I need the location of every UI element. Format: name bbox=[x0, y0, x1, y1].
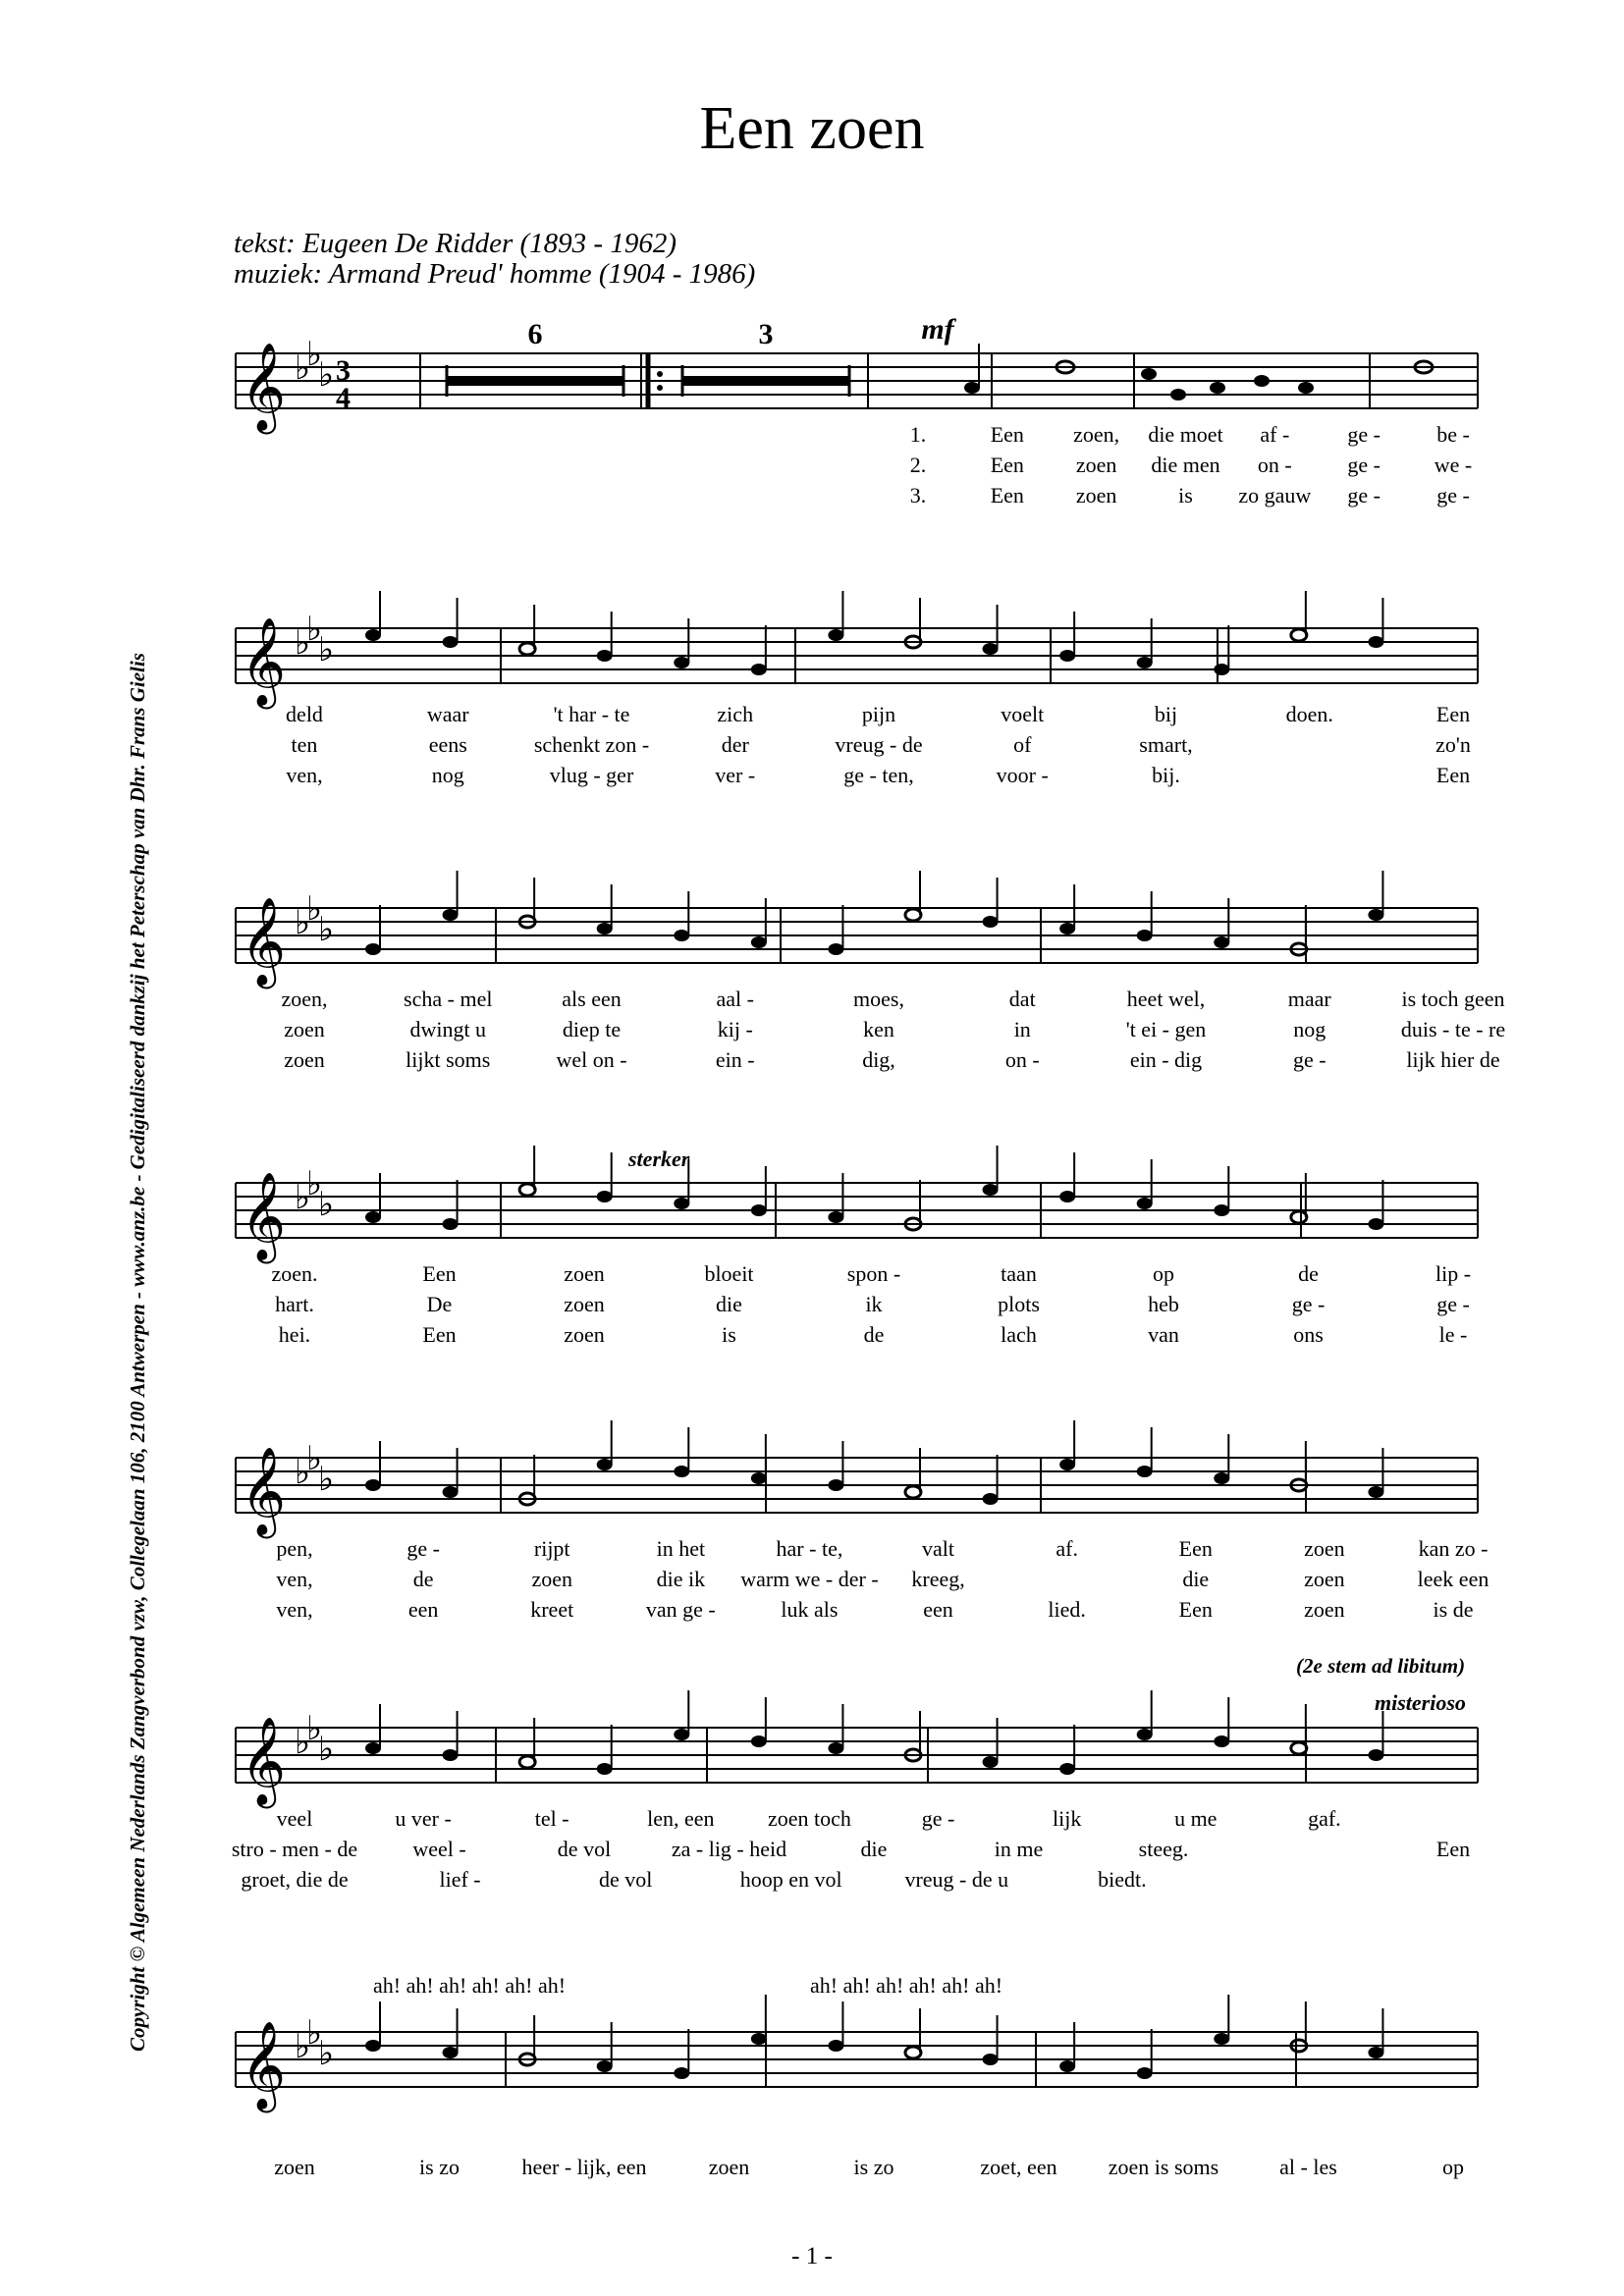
lyric-syllable: zoen bbox=[531, 1567, 572, 1591]
lyric-syllable: tel - bbox=[534, 1806, 569, 1831]
lyric-syllable: Een bbox=[1435, 702, 1471, 726]
flat-icon: ♭ bbox=[295, 1455, 311, 1491]
dynamic-marking: mf bbox=[921, 313, 954, 346]
notehead bbox=[1059, 1191, 1075, 1202]
lyric-syllable: De bbox=[426, 1292, 453, 1316]
notehead bbox=[1059, 650, 1075, 662]
lyric-syllable: als een bbox=[562, 987, 622, 1011]
music-system-7 bbox=[0, 1993, 1624, 2228]
notehead bbox=[443, 1749, 459, 1761]
lyric-syllable: der bbox=[721, 732, 749, 757]
lyric-syllable: stro - men - de bbox=[231, 1837, 358, 1861]
lyric-syllable: al - les bbox=[1279, 2155, 1337, 2179]
lyric-syllable: 3. bbox=[909, 483, 927, 507]
lyric-syllable: kreet bbox=[530, 1597, 574, 1622]
multirest-bar bbox=[447, 376, 623, 386]
lyricist-credit: tekst: Eugeen De Ridder (1893 - 1962) bbox=[234, 228, 677, 259]
lyric-syllable: die moet bbox=[1148, 422, 1223, 447]
lyric-syllable: pijn bbox=[861, 702, 896, 726]
lyric-syllable: Een bbox=[1435, 763, 1471, 787]
flat-icon: ♭ bbox=[295, 2029, 311, 2065]
lyric-syllable: zich bbox=[717, 702, 754, 726]
lyric-syllable: pen, bbox=[276, 1536, 313, 1561]
lyric-syllable: af - bbox=[1260, 422, 1290, 447]
lyric-syllable: nog bbox=[431, 763, 464, 787]
lyric-syllable: de bbox=[412, 1567, 434, 1591]
lyric-syllable: smart, bbox=[1139, 732, 1193, 757]
copyright-sidebar: Copyright © Algemeen Nederlands Zangverbond vzw, Collegelaan 106, 2100 Antwerpen - www.anz.be - Gedigitaliseerd dankzij het Peterschap van Dhr. Frans Gielis bbox=[126, 653, 149, 2052]
treble-clef-icon: 𝄞 bbox=[241, 1718, 287, 1803]
lyric-syllable: zoen is soms bbox=[1108, 2155, 1219, 2179]
notehead bbox=[1214, 1735, 1229, 1747]
lyric-syllable: zoen bbox=[564, 1261, 605, 1286]
lyric-syllable: van ge - bbox=[645, 1597, 716, 1622]
lyric-syllable: zoet, een bbox=[980, 2155, 1057, 2179]
notehead bbox=[983, 643, 999, 655]
lyric-syllable: ein - bbox=[715, 1047, 755, 1072]
notehead bbox=[983, 1493, 999, 1505]
lyric-syllable: u me bbox=[1174, 1806, 1218, 1831]
staff-5 bbox=[0, 1418, 1624, 1536]
lyric-syllable: Een bbox=[990, 483, 1024, 507]
lyric-syllable: ven, bbox=[286, 763, 323, 787]
staff-1 bbox=[0, 314, 1624, 432]
notehead bbox=[674, 2067, 689, 2079]
notehead bbox=[1059, 1459, 1075, 1470]
treble-clef-icon: 𝄞 bbox=[241, 2022, 287, 2108]
lyric-syllable: leek een bbox=[1417, 1567, 1489, 1591]
lyric-syllable: de vol bbox=[557, 1837, 612, 1861]
lyric-syllable: taan bbox=[1001, 1261, 1037, 1286]
lyric-syllable: op bbox=[1153, 1261, 1174, 1286]
notehead bbox=[443, 2047, 459, 2058]
lyric-syllable: lach bbox=[1001, 1322, 1037, 1347]
lyric-syllable: zoen bbox=[284, 1047, 325, 1072]
music-system-2 bbox=[0, 589, 1624, 825]
lyric-syllable: duis - te - re bbox=[1400, 1017, 1506, 1041]
notehead bbox=[674, 930, 689, 941]
notehead bbox=[443, 1486, 459, 1498]
notehead bbox=[519, 1756, 535, 1768]
lyric-syllable: in het bbox=[656, 1536, 706, 1561]
lyric-syllable: dwingt u bbox=[409, 1017, 487, 1041]
lyric-syllable: zoen bbox=[1075, 453, 1117, 477]
lyric-syllable: rijpt bbox=[533, 1536, 570, 1561]
lyric-syllable: weel - bbox=[412, 1837, 466, 1861]
lyric-syllable: ons bbox=[1293, 1322, 1324, 1347]
lyric-syllable: lijk bbox=[1052, 1806, 1082, 1831]
notehead bbox=[983, 1184, 999, 1196]
lyric-syllable: ge - bbox=[1347, 422, 1380, 447]
notehead bbox=[828, 1211, 843, 1223]
flat-icon: ♭ bbox=[318, 1732, 335, 1768]
lyric-syllable: de bbox=[1298, 1261, 1319, 1286]
treble-clef-icon: 𝄞 bbox=[241, 1173, 287, 1258]
lyric-syllable: vreug - de bbox=[835, 732, 923, 757]
lyric-syllable: bij. bbox=[1152, 763, 1180, 787]
vocal-ah-2: ah! ah! ah! ah! ah! ah! bbox=[810, 1973, 1003, 1998]
notehead bbox=[983, 2054, 999, 2065]
lyric-syllable: we - bbox=[1434, 453, 1473, 477]
lyric-syllable: lip - bbox=[1435, 1261, 1472, 1286]
flat-icon: ♭ bbox=[318, 912, 335, 948]
lyric-syllable: voelt bbox=[1001, 702, 1045, 726]
tempo-marking-misterioso: misterioso bbox=[1375, 1690, 1466, 1715]
lyric-syllable: kan zo - bbox=[1418, 1536, 1489, 1561]
composer-credit: muziek: Armand Preud' homme (1904 - 1986) bbox=[234, 258, 756, 290]
lyric-syllable: ge - bbox=[1292, 1047, 1326, 1072]
lyric-syllable: lijk hier de bbox=[1406, 1047, 1500, 1072]
flat-icon: ♭ bbox=[295, 625, 311, 662]
lyric-syllable: Een bbox=[990, 422, 1024, 447]
lyric-syllable: plots bbox=[998, 1292, 1040, 1316]
notehead bbox=[365, 629, 381, 641]
notehead bbox=[597, 1191, 613, 1202]
lyric-syllable: ten bbox=[291, 732, 318, 757]
lyric-syllable: de vol bbox=[598, 1867, 653, 1892]
second-voice-note: (2e stem ad libitum) bbox=[1296, 1654, 1466, 1678]
lyric-syllable: ge - bbox=[921, 1806, 955, 1831]
lyric-syllable: scha - mel bbox=[404, 987, 493, 1011]
lyric-syllable: steeg. bbox=[1138, 1837, 1189, 1861]
lyric-syllable: Een bbox=[1178, 1536, 1213, 1561]
lyric-syllable: kij - bbox=[717, 1017, 753, 1041]
lyric-syllable: zoen bbox=[564, 1322, 605, 1347]
flat-icon: ♭ bbox=[318, 2036, 335, 2072]
lyric-syllable: aal - bbox=[716, 987, 754, 1011]
lyric-syllable: lief - bbox=[439, 1867, 481, 1892]
lyric-syllable: ge - bbox=[1436, 1292, 1470, 1316]
notehead bbox=[674, 657, 689, 668]
lyric-syllable: on - bbox=[1004, 1047, 1040, 1072]
notehead bbox=[365, 1211, 381, 1223]
notehead bbox=[751, 936, 767, 948]
lyric-syllable: bij bbox=[1154, 702, 1178, 726]
lyric-syllable: zoen bbox=[708, 2155, 750, 2179]
lyric-syllable: is bbox=[722, 1322, 736, 1347]
notehead bbox=[1059, 923, 1075, 934]
lyric-syllable: ge - bbox=[1291, 1292, 1326, 1316]
notehead bbox=[1368, 909, 1383, 921]
lyric-syllable: vlug - ger bbox=[549, 763, 634, 787]
lyric-syllable: die bbox=[860, 1837, 888, 1861]
lyric-syllable: hei. bbox=[278, 1322, 311, 1347]
lyric-syllable: zo'n bbox=[1435, 732, 1471, 757]
lyric-syllable: 1. bbox=[909, 422, 927, 447]
lyric-syllable: wel on - bbox=[556, 1047, 627, 1072]
lyric-syllable: of bbox=[1013, 732, 1032, 757]
lyric-syllable: is zo bbox=[419, 2155, 460, 2179]
lyric-syllable: heet wel, bbox=[1126, 987, 1206, 1011]
notehead bbox=[519, 643, 535, 655]
notehead bbox=[365, 1479, 381, 1491]
lyric-syllable: on - bbox=[1257, 453, 1292, 477]
lyric-syllable: zoen bbox=[1075, 483, 1117, 507]
lyric-syllable: le - bbox=[1438, 1322, 1468, 1347]
flat-icon: ♭ bbox=[318, 1187, 335, 1223]
staff-2 bbox=[0, 589, 1624, 707]
time-signature-bottom: 4 bbox=[336, 382, 351, 414]
lyric-syllable: zoen bbox=[284, 1017, 325, 1041]
lyric-syllable: zoen bbox=[274, 2155, 315, 2179]
lyric-syllable: Een bbox=[1435, 1837, 1471, 1861]
staff-7 bbox=[0, 1993, 1624, 2110]
treble-clef-icon: 𝄞 bbox=[241, 1448, 287, 1533]
lyric-syllable: har - te, bbox=[776, 1536, 843, 1561]
lyric-syllable: heb bbox=[1148, 1292, 1179, 1316]
flat-icon: ♭ bbox=[295, 350, 311, 387]
treble-clef-icon: 𝄞 bbox=[241, 618, 287, 704]
lyric-syllable: eens bbox=[428, 732, 467, 757]
lyric-syllable: doen. bbox=[1285, 702, 1333, 726]
notehead bbox=[828, 1479, 843, 1491]
lyric-syllable: een bbox=[407, 1597, 439, 1622]
multirest-count: 6 bbox=[527, 318, 543, 350]
lyric-syllable: Een bbox=[422, 1322, 457, 1347]
lyric-syllable: ge - bbox=[1347, 483, 1380, 507]
lyric-syllable: die men bbox=[1151, 453, 1220, 477]
notehead bbox=[674, 1729, 689, 1740]
lyric-syllable: waar bbox=[426, 702, 469, 726]
staff-4 bbox=[0, 1144, 1624, 1261]
lyric-syllable: zoen bbox=[564, 1292, 605, 1316]
lyric-syllable: is de bbox=[1433, 1597, 1474, 1622]
flat-icon: ♭ bbox=[306, 2015, 323, 2052]
lyric-syllable: een bbox=[923, 1597, 953, 1622]
notehead bbox=[828, 1742, 843, 1754]
treble-clef-icon: 𝄞 bbox=[241, 344, 287, 429]
lyric-syllable: op bbox=[1442, 2155, 1464, 2179]
flat-icon: ♭ bbox=[306, 891, 323, 928]
flat-icon: ♭ bbox=[295, 905, 311, 941]
lyric-syllable: ven, bbox=[276, 1567, 313, 1591]
notehead bbox=[1214, 664, 1229, 675]
lyric-syllable: groet, die de bbox=[241, 1867, 349, 1892]
flat-icon: ♭ bbox=[295, 1180, 311, 1216]
notehead bbox=[1214, 1472, 1229, 1484]
notehead bbox=[443, 909, 459, 921]
notehead bbox=[1291, 1211, 1307, 1223]
lyric-syllable: Een bbox=[990, 453, 1024, 477]
lyric-syllable: len, een bbox=[647, 1806, 715, 1831]
notehead bbox=[597, 923, 613, 934]
lyric-syllable: zoen bbox=[1304, 1597, 1345, 1622]
notehead bbox=[751, 1735, 767, 1747]
lyric-syllable: zoen, bbox=[281, 987, 328, 1011]
lyric-syllable: ge - bbox=[1436, 483, 1470, 507]
lyric-syllable: die bbox=[716, 1292, 742, 1316]
notehead bbox=[1368, 636, 1383, 648]
multirest-bar bbox=[682, 376, 849, 386]
lyric-syllable: ge - bbox=[406, 1536, 440, 1561]
flat-icon: ♭ bbox=[306, 612, 323, 648]
notehead bbox=[751, 1472, 767, 1484]
notehead bbox=[1137, 930, 1153, 941]
notehead bbox=[519, 1184, 535, 1196]
lyric-syllable: ver - bbox=[715, 763, 756, 787]
vocal-ah-1: ah! ah! ah! ah! ah! ah! bbox=[373, 1973, 567, 1998]
lyric-syllable: ven, bbox=[276, 1597, 313, 1622]
multirest-count: 3 bbox=[758, 318, 774, 350]
notehead bbox=[1137, 1466, 1153, 1477]
notehead bbox=[983, 916, 999, 928]
notehead bbox=[1368, 1486, 1383, 1498]
lyric-syllable: deld bbox=[286, 702, 323, 726]
notehead bbox=[1214, 936, 1229, 948]
notehead bbox=[674, 1198, 689, 1209]
notehead bbox=[1368, 2047, 1383, 2058]
lyric-syllable: nog bbox=[1293, 1017, 1326, 1041]
notehead bbox=[597, 2060, 613, 2072]
staff-3 bbox=[0, 869, 1624, 987]
flat-icon: ♭ bbox=[306, 1711, 323, 1747]
lyric-syllable: diep te bbox=[562, 1017, 622, 1041]
flat-icon: ♭ bbox=[318, 357, 335, 394]
page-number: - 1 - bbox=[791, 2243, 833, 2269]
notehead bbox=[674, 1466, 689, 1477]
lyric-syllable: zo gauw bbox=[1238, 483, 1312, 507]
notehead bbox=[365, 1742, 381, 1754]
flat-icon: ♭ bbox=[306, 337, 323, 373]
lyric-syllable: zoen bbox=[1304, 1567, 1345, 1591]
notehead bbox=[1137, 1729, 1153, 1740]
lyric-syllable: van bbox=[1148, 1322, 1179, 1347]
lyric-syllable: heer - lijk, een bbox=[521, 2155, 647, 2179]
notehead bbox=[1214, 2033, 1229, 2045]
tempo-marking-sterker: sterker bbox=[628, 1147, 690, 1171]
notehead bbox=[1137, 2067, 1153, 2079]
notehead bbox=[1059, 2060, 1075, 2072]
lyric-syllable: zoen toch bbox=[767, 1806, 851, 1831]
notehead bbox=[751, 2033, 767, 2045]
notehead bbox=[597, 1459, 613, 1470]
notehead bbox=[1214, 1204, 1229, 1216]
notehead bbox=[365, 943, 381, 955]
notehead bbox=[905, 2047, 921, 2058]
music-system-3 bbox=[0, 869, 1624, 1104]
lyric-syllable: 't ei - gen bbox=[1125, 1017, 1207, 1041]
lyric-syllable: lied. bbox=[1048, 1597, 1086, 1622]
notehead bbox=[828, 2040, 843, 2052]
lyric-syllable: Een bbox=[1178, 1597, 1213, 1622]
lyric-syllable: za - lig - heid bbox=[671, 1837, 787, 1861]
lyric-syllable: 't har - te bbox=[553, 702, 630, 726]
notehead bbox=[751, 1204, 767, 1216]
lyric-syllable: is toch geen bbox=[1401, 987, 1505, 1011]
notehead bbox=[905, 1486, 921, 1498]
notehead bbox=[597, 1763, 613, 1775]
lyric-syllable: maar bbox=[1287, 987, 1331, 1011]
notehead bbox=[1291, 1742, 1307, 1754]
lyric-syllable: schenkt zon - bbox=[533, 732, 650, 757]
lyric-syllable: af. bbox=[1056, 1536, 1078, 1561]
lyric-syllable: vreug - de u bbox=[904, 1867, 1009, 1892]
flat-icon: ♭ bbox=[306, 1166, 323, 1202]
notehead bbox=[365, 2040, 381, 2052]
lyric-syllable: in bbox=[1013, 1017, 1031, 1041]
notehead bbox=[443, 1218, 459, 1230]
lyric-syllable: gaf. bbox=[1308, 1806, 1341, 1831]
notehead bbox=[828, 943, 843, 955]
lyric-syllable: is bbox=[1178, 483, 1193, 507]
lyric-syllable: kreeg, bbox=[911, 1567, 965, 1591]
notehead bbox=[1059, 1763, 1075, 1775]
lyric-syllable: zoen bbox=[1304, 1536, 1345, 1561]
lyric-syllable: be - bbox=[1436, 422, 1470, 447]
lyric-syllable: hoop en vol bbox=[739, 1867, 842, 1892]
lyric-syllable: ein - dig bbox=[1129, 1047, 1203, 1072]
notehead bbox=[828, 629, 843, 641]
lyric-syllable: warm we - der - bbox=[740, 1567, 879, 1591]
notehead bbox=[1137, 1198, 1153, 1209]
notehead bbox=[905, 909, 921, 921]
lyric-syllable: dat bbox=[1008, 987, 1036, 1011]
lyric-syllable: u ver - bbox=[395, 1806, 452, 1831]
notehead bbox=[1291, 629, 1307, 641]
notehead bbox=[983, 1756, 999, 1768]
lyric-syllable: 2. bbox=[909, 453, 927, 477]
lyric-syllable: veel bbox=[276, 1806, 313, 1831]
time-signature-top: 3 bbox=[336, 354, 351, 387]
page-title: Een zoen bbox=[699, 95, 925, 162]
lyric-syllable: ken bbox=[863, 1017, 894, 1041]
lyric-syllable: moes, bbox=[853, 987, 904, 1011]
music-system-4 bbox=[0, 1144, 1624, 1379]
lyric-syllable: in me bbox=[994, 1837, 1044, 1861]
lyric-syllable: die ik bbox=[656, 1567, 706, 1591]
flat-icon: ♭ bbox=[306, 1441, 323, 1477]
lyric-syllable: spon - bbox=[846, 1261, 901, 1286]
notehead bbox=[1368, 1749, 1383, 1761]
flat-icon: ♭ bbox=[318, 1462, 335, 1498]
lyric-syllable: zoen, bbox=[1073, 422, 1120, 447]
notehead bbox=[751, 664, 767, 675]
notehead bbox=[1137, 657, 1153, 668]
notehead bbox=[597, 650, 613, 662]
lyric-syllable: ge - bbox=[1347, 453, 1380, 477]
lyric-syllable: die bbox=[1182, 1567, 1210, 1591]
lyric-syllable: lijkt soms bbox=[406, 1047, 491, 1072]
flat-icon: ♭ bbox=[318, 632, 335, 668]
lyric-syllable: zoen. bbox=[271, 1261, 318, 1286]
lyric-syllable: luk als bbox=[781, 1597, 839, 1622]
lyric-syllable: valt bbox=[922, 1536, 955, 1561]
lyric-syllable: is zo bbox=[853, 2155, 894, 2179]
lyric-syllable: dig, bbox=[862, 1047, 895, 1072]
lyric-syllable: voor - bbox=[996, 763, 1049, 787]
lyric-syllable: ge - ten, bbox=[843, 763, 914, 787]
lyric-syllable: bloeit bbox=[704, 1261, 754, 1286]
notehead bbox=[443, 636, 459, 648]
flat-icon: ♭ bbox=[295, 1725, 311, 1761]
lyric-syllable: ik bbox=[865, 1292, 883, 1316]
lyric-syllable: biedt. bbox=[1098, 1867, 1147, 1892]
lyric-syllable: Een bbox=[422, 1261, 457, 1286]
notehead bbox=[1368, 1218, 1383, 1230]
treble-clef-icon: 𝄞 bbox=[241, 898, 287, 984]
lyric-syllable: hart. bbox=[275, 1292, 314, 1316]
lyric-syllable: de bbox=[863, 1322, 885, 1347]
